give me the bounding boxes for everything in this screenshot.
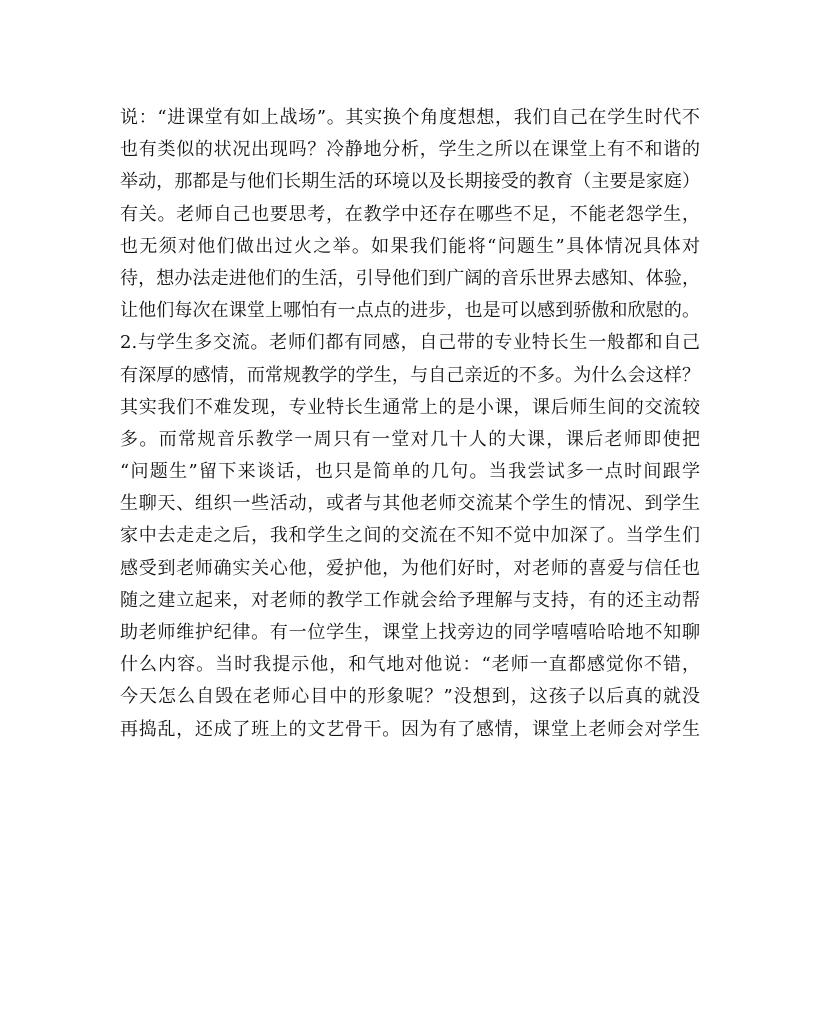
text-line: 生聊天、组织一些活动，或者与其他老师交流某个学生的情况、到学生: [120, 493, 700, 515]
text-line: 2.与学生多交流。老师们都有同感，自己带的专业特长生一般都和自己: [120, 332, 700, 354]
text-line: 什么内容。当时我提示他，和气地对他说：“老师一直都感觉你不错，: [120, 654, 700, 676]
text-line: 待，想办法走进他们的生活，引导他们到广阔的音乐世界去感知、体验，: [120, 267, 700, 289]
text-line: 再捣乱，还成了班上的文艺骨干。因为有了感情，课堂上老师会对学生: [120, 718, 700, 740]
text-line: 也无须对他们做出过火之举。如果我们能将“问题生”具体情况具体对: [120, 235, 700, 257]
text-line: 也有类似的状况出现吗？冷静地分析，学生之所以在课堂上有不和谐的: [120, 139, 700, 161]
text-line: 今天怎么自毁在老师心目中的形象呢？”没想到，这孩子以后真的就没: [120, 686, 700, 708]
text-line: 有深厚的感情，而常规教学的学生，与自己亲近的不多。为什么会这样？: [120, 364, 700, 386]
text-line: 举动，那都是与他们长期生活的环境以及长期接受的教育（主要是家庭）: [120, 171, 700, 193]
text-line: 让他们每次在课堂上哪怕有一点点的进步，也是可以感到骄傲和欣慰的。: [120, 300, 700, 322]
text-line: 其实我们不难发现，专业特长生通常上的是小课，课后师生间的交流较: [120, 396, 700, 418]
text-line: 随之建立起来，对老师的教学工作就会给予理解与支持，有的还主动帮: [120, 589, 700, 611]
text-line: 说：“进课堂有如上战场”。其实换个角度想想，我们自己在学生时代不: [120, 107, 700, 128]
text-line: 多。而常规音乐教学一周只有一堂对几十人的大课，课后老师即使把: [120, 428, 700, 450]
text-line: “问题生”留下来谈话，也只是简单的几句。当我尝试多一点时间跟学: [120, 461, 700, 483]
text-line: 感受到老师确实关心他，爱护他，为他们好时，对老师的喜爱与信任也: [120, 557, 700, 579]
text-line: 有关。老师自己也要思考，在教学中还存在哪些不足，不能老怨学生，: [120, 203, 700, 225]
text-line: 家中去走走之后，我和学生之间的交流在不知不觉中加深了。当学生们: [120, 525, 700, 547]
text-line: 助老师维护纪律。有一位学生，课堂上找旁边的同学嘻嘻哈哈地不知聊: [120, 622, 700, 643]
body-text: [120, 102, 700, 746]
